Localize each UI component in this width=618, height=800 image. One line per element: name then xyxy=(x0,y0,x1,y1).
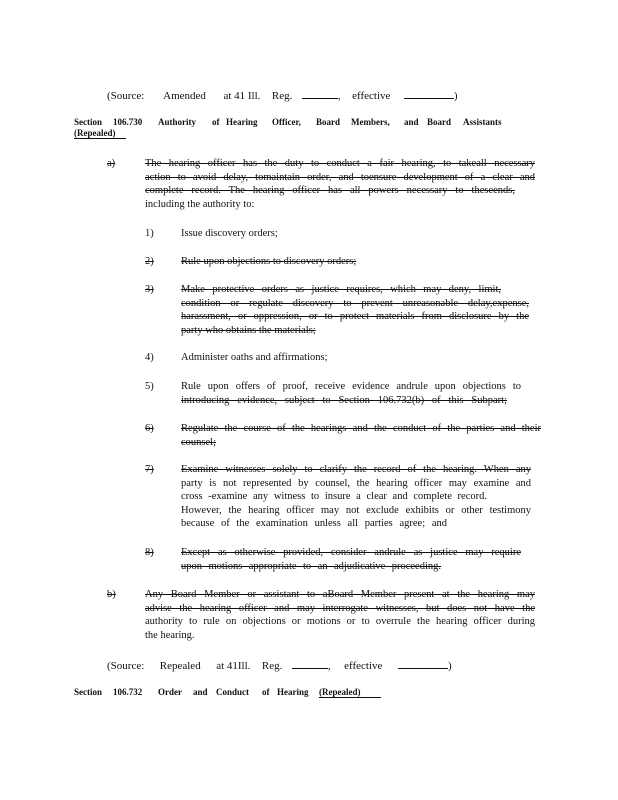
source-reg-blank xyxy=(302,88,338,99)
item-7-line: party is not represented by counsel, the hearing officer may examine and xyxy=(181,477,531,489)
para-a-line: action to avoid delay, tomaintain order, and toensure development of a clear and xyxy=(145,171,535,183)
source-effective-blank xyxy=(404,88,454,99)
section-732-title-word: Order xyxy=(158,687,182,697)
section-732-title-word: Conduct xyxy=(216,687,250,697)
item-6-line: counsel; xyxy=(181,436,216,448)
section-730-number: 106.730 xyxy=(113,117,143,127)
section-730-label: Section xyxy=(74,117,102,127)
item-8-line: Except as otherwise provided, consider andrule as justice may require xyxy=(181,547,521,558)
item-5-number: 5) xyxy=(145,381,154,392)
item-1-text: Issue discovery orders; xyxy=(181,228,278,239)
item-5-line: introducing evidence, subject to Section 106.732(b) of this Subpart; xyxy=(181,394,507,406)
item-1-number: 1) xyxy=(145,228,154,239)
source-amended: Amended xyxy=(163,90,206,102)
item-2-text: Rule upon objections to discovery orders; xyxy=(181,256,357,267)
para-b xyxy=(145,588,535,642)
item-4-number: 4) xyxy=(145,352,154,363)
item-2-number: 2) xyxy=(145,256,154,267)
source-close: ) xyxy=(453,90,458,102)
section-730-title-word: Members, xyxy=(351,117,390,127)
source-comma: , xyxy=(337,90,341,102)
section-732-title-word: Hearing xyxy=(277,687,309,697)
section-730-title-word: Board xyxy=(316,117,341,127)
item-8-line: upon motions appropriate to an adjudicative proceeding. xyxy=(181,560,441,572)
section-730-title-word: Assistants xyxy=(463,117,502,127)
section-732-title-word: and xyxy=(193,687,208,697)
source-reg: Reg. xyxy=(271,90,293,102)
section-732-label: Section xyxy=(74,687,102,697)
item-4-text: Administer oaths and affirmations; xyxy=(181,352,328,363)
para-a-line: complete record. The hearing officer has all powers necessary to theseends, xyxy=(145,185,515,196)
item-3-line: condition or regulate discovery to prevent unreasonable delay,expense, xyxy=(181,297,529,309)
para-b-line: authority to rule on objections or motions or to overrule the hearing officer during xyxy=(145,616,535,627)
source-at: at 41 Ill. xyxy=(223,90,261,102)
item-6-number: 6) xyxy=(145,423,154,434)
item-7-number: 7) xyxy=(145,464,154,475)
section-732-title-word: of xyxy=(262,687,270,697)
para-a xyxy=(145,157,535,211)
section-730-title-word: Hearing xyxy=(226,117,258,127)
para-a-line: The hearing officer has the duty to conduct a fair hearing, to takeall necessary xyxy=(145,158,535,169)
source-2-comma: , xyxy=(327,660,331,672)
section-730-title-word: of xyxy=(212,117,220,127)
item-6-text xyxy=(181,422,541,449)
section-730-repealed: (Repealed) xyxy=(74,128,126,139)
source-line-1 xyxy=(107,88,458,102)
item-3-number: 3) xyxy=(145,284,154,295)
item-7-text xyxy=(181,463,531,531)
section-730-title-word: and xyxy=(404,117,419,127)
item-8-text xyxy=(181,546,521,573)
para-b-marker: b) xyxy=(107,589,116,600)
item-7-line: However, the hearing officer may not exclude exhibits or other testimony xyxy=(181,504,531,516)
source-2-reg: Reg. xyxy=(261,660,283,672)
source-2-label: (Source: xyxy=(107,660,145,672)
item-6-line: Regulate the course of the hearings and the conduct of the parties and their xyxy=(181,423,541,434)
item-8-number: 8) xyxy=(145,547,154,558)
source-2-reg-blank xyxy=(292,658,328,669)
source-line-2 xyxy=(107,658,452,672)
source-effective: effective xyxy=(352,90,391,102)
source-2-effective-blank xyxy=(398,658,448,669)
source-2-at: at 41Ill. xyxy=(216,660,251,672)
section-730-title-word: Authority xyxy=(158,117,196,127)
item-5-line: Rule upon offers of proof, receive evidence andrule upon objections to xyxy=(181,381,521,392)
para-a-marker: a) xyxy=(107,158,116,169)
para-a-line: including the authority to: xyxy=(145,198,255,210)
section-732-repealed: (Repealed) xyxy=(319,687,381,698)
source-2-effective: effective xyxy=(344,660,383,672)
section-730-title-word: Board xyxy=(427,117,452,127)
para-b-line: Any Board Member or assistant to aBoard Member present at the hearing may xyxy=(145,589,535,600)
section-730-title-word: Officer, xyxy=(272,117,301,127)
item-3-text xyxy=(181,283,529,337)
source-2-close: ) xyxy=(447,660,452,672)
para-b-line: the hearing. xyxy=(145,629,195,641)
item-3-line: Make protective orders as justice requires, which may deny, limit, xyxy=(181,284,501,295)
item-7-line: cross -examine any witness to insure a clear and complete record. xyxy=(181,491,487,502)
para-b-line: advise the hearing officer and may interrogate witnesses, but does not have the xyxy=(145,602,535,614)
item-7-line: Examine witnesses solely to clarify the record of the hearing. When any xyxy=(181,464,531,475)
item-7-line: because of the examination unless all parties agree; and xyxy=(181,518,447,529)
source-label: (Source: xyxy=(107,90,145,102)
item-3-line: party who obtains the materials; xyxy=(181,324,316,336)
source-2-repealed: Repealed xyxy=(159,660,201,672)
item-5-text xyxy=(181,380,521,407)
item-3-line: harassment, or oppression, or to protect materials from disclosure by the xyxy=(181,311,529,322)
section-732-number: 106.732 xyxy=(113,687,143,697)
